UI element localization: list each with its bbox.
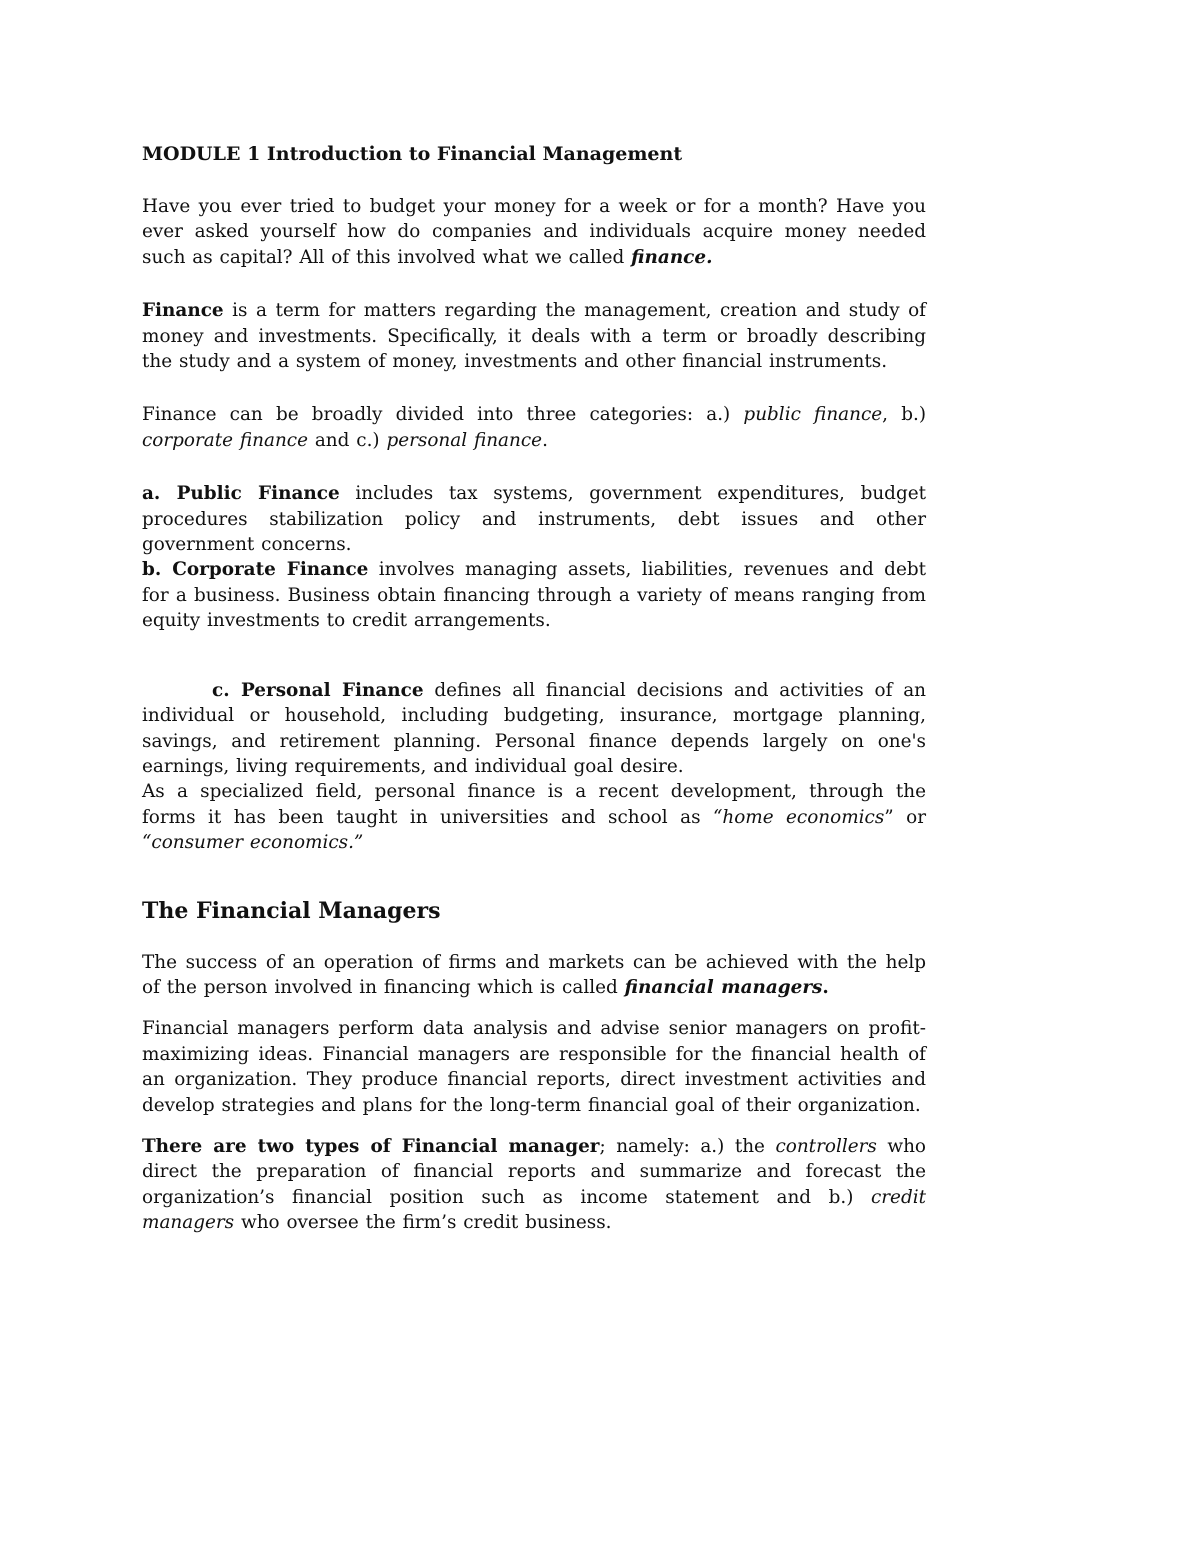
categories-paragraph [142, 402, 926, 453]
quote-connector: ” or [884, 806, 927, 828]
categories-sep-1: , b.) [882, 404, 926, 426]
public-finance-paragraph [142, 481, 926, 557]
intro-text: Have you ever tried to budget your money for a week or for a month? Have you ever asked yourself how do companies and individuals acquire money needed such as capital? All of this involved what we called [142, 196, 926, 268]
types-paragraph [142, 1134, 926, 1236]
category-public: public finance [743, 404, 883, 426]
document-page [142, 140, 926, 1236]
controllers-term: controllers [775, 1135, 877, 1157]
category-personal: personal finance [386, 429, 543, 451]
definition-text: is a term for matters regarding the management, creation and study of money and investments. Specifically, it deals with a term or broadly describing the study and a system of money, investments and other financial instruments. [142, 300, 926, 373]
public-finance-text: includes tax systems, government expenditures, budget procedures stabilization policy and instruments, debt issues and other government concerns. [142, 483, 927, 556]
section-title: The Financial Managers [142, 897, 441, 924]
types-text-1: ; namely: a.) the [599, 1135, 776, 1157]
intro-paragraph [142, 194, 926, 270]
consumer-economics-quote: “consumer economics.” [142, 832, 364, 854]
module-title: MODULE 1 Introduction to Financial Management [142, 143, 683, 165]
personal-finance-paragraph [142, 678, 926, 780]
personal-finance-text: defines all financial decisions and activities of an individual or household, including budgeting, insurance, mortgage planning, savings, and retirement planning. Personal finance depends largely on one's earnings, living requirements, and individual goal desire. [142, 679, 926, 777]
categories-lead: Finance can be broadly divided into three categories: a.) [142, 404, 744, 426]
public-finance-label: a. Public Finance [142, 483, 340, 505]
corporate-finance-label: b. Corporate Finance [142, 559, 369, 581]
definition-paragraph [142, 298, 926, 374]
types-text-3: who oversee the firm’s credit business. [234, 1212, 612, 1234]
specialized-field-paragraph [142, 779, 926, 855]
success-paragraph [142, 950, 926, 1001]
duties-paragraph: Financial managers perform data analysis and advise senior managers on profit- maximizing ideas. Financial managers are responsible for the financial health of an organization. They produce financial reports, direct investment activities and develop strategies and plans for the long-term financial goal of their organization. [142, 1018, 926, 1116]
personal-finance-label: c. Personal Finance [212, 679, 424, 701]
credit-managers-term: credit managers [142, 1186, 926, 1234]
categories-end: . [542, 429, 548, 451]
category-corporate: corporate finance [142, 429, 308, 451]
specialized-text: As a specialized field, personal finance is a recent development, through the forms it has been taught in universities and school as [142, 781, 926, 828]
success-text: The success of an operation of firms and markets can be achieved with the help of the person involved in financing which is called [142, 951, 926, 998]
categories-sep-2: and c.) [308, 429, 387, 451]
types-lead: There are two types of Financial manager [142, 1135, 600, 1157]
definition-term: Finance [142, 300, 224, 322]
corporate-finance-paragraph [142, 557, 926, 633]
success-end: . [822, 976, 829, 998]
types-text-2: who direct the preparation of financial reports and summarize and forecast the organization’s financial position such as income statement and b.) [142, 1135, 927, 1208]
finance-term: finance. [631, 246, 713, 268]
financial-managers-term: financial managers [624, 976, 823, 998]
home-economics-quote: “home economics [712, 806, 885, 828]
corporate-finance-text: involves managing assets, liabilities, revenues and debt for a business. Business obtain financing through a variety of means ranging from equity investments to credit arrangements. [142, 559, 926, 632]
